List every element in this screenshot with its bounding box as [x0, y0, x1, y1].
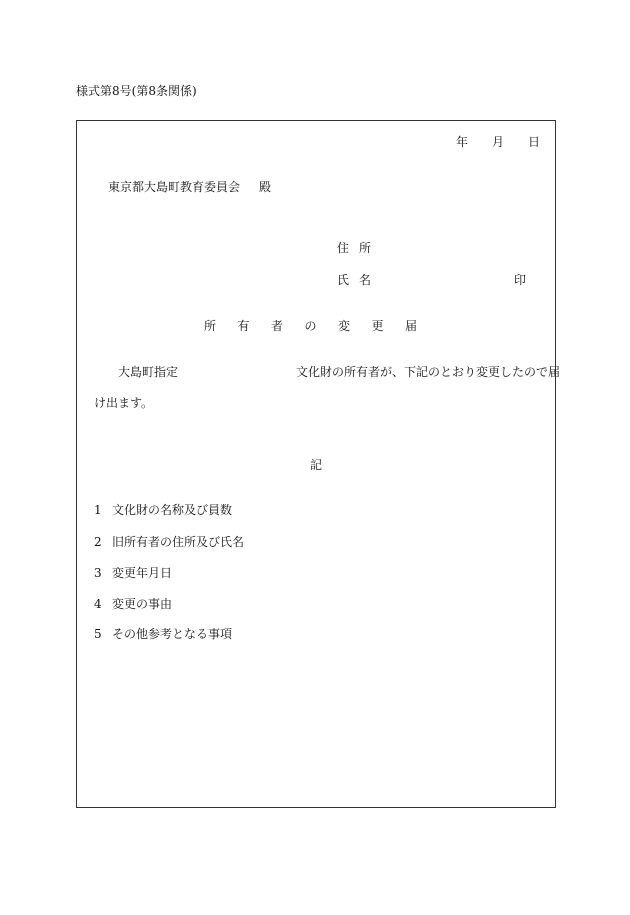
seal-label: 印 — [514, 273, 527, 287]
item-number: 1 — [94, 503, 102, 517]
body-text-prefix: 大島町指定 — [118, 365, 179, 379]
item-label: 文化財の名称及び員数 — [112, 503, 233, 517]
body-text-suffix: 文化財の所有者が、下記のとおり変更したので届 — [296, 365, 561, 379]
item-number: 2 — [94, 535, 102, 549]
item-label: 旧所有者の住所及び氏名 — [112, 535, 245, 549]
date-month-label: 月 — [492, 135, 505, 149]
date-year-label: 年 — [456, 135, 469, 149]
name-label: 氏名 — [337, 273, 382, 287]
list-item — [94, 504, 232, 516]
item-label: 変更の事由 — [112, 597, 173, 611]
date-day-label: 日 — [528, 135, 541, 149]
body-text-continuation: け出ます。 — [94, 396, 154, 410]
form-number: 様式第8号(第8条関係) — [76, 84, 197, 98]
list-item — [94, 536, 244, 548]
item-label: その他参考となる事項 — [112, 627, 233, 641]
item-label: 変更年月日 — [112, 566, 173, 580]
ki-heading: 記 — [310, 458, 323, 472]
list-item — [94, 628, 232, 640]
item-number: 3 — [94, 566, 102, 580]
item-number: 4 — [94, 597, 102, 611]
addressee-honorific: 殿 — [259, 180, 272, 194]
addressee-name: 東京都大島町教育委員会 — [108, 180, 241, 194]
document-title: 所有者の変更届 — [204, 319, 439, 333]
list-item — [94, 598, 172, 610]
list-item — [94, 567, 172, 579]
address-label: 住所 — [337, 241, 382, 255]
item-number: 5 — [94, 627, 102, 641]
